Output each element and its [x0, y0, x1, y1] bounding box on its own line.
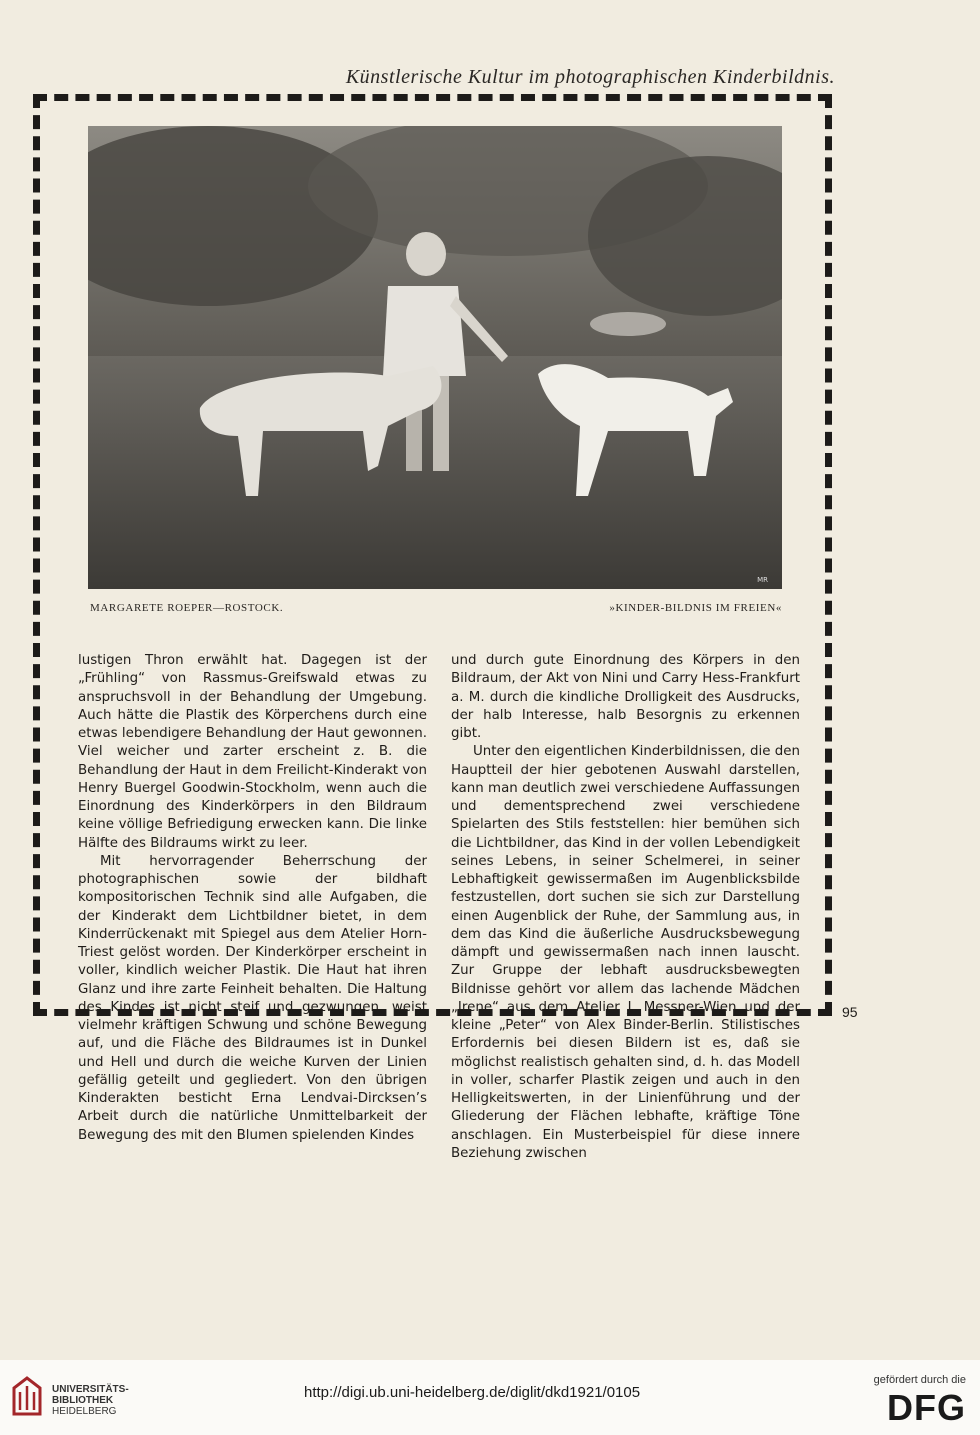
paragraph: Unter den eigentlichen Kinderbildnissen, die den Hauptteil der hier gebotenen Auswahl darstellen, kann man deutlich zwei verschiedene Auffassungen und dementsprechend zwei verschiedene Spielarten des Stils feststellen: hier bemühen sich die Lichtbildner, das Kind in der vollen Lebendigkeit seines Lebens, in seiner Schelmerei, in seiner Lebhaftigkeit gewissermaßen im Augenblicksbilde festzustellen, dort suchen sie sich zur Darstellung einen Augenblick der Ruhe, der Sammlung aus, in dem das Kind die äußerliche Ausdrucksbewegung dämpft und gewissermaßen nach innen lauscht. Zur Gruppe der lebhaft ausdrucksbewegten Bildnisse gehört vor allem das lachende Mädchen „Irene“ aus dem Atelier J. Messner-Wien und der kleine „Peter“ von Alex Binder-Berlin. Stilistisches Erfordernis bei diesen Bildern ist es, daß sie möglichst realistisch gehalten sind, d. h. das Modell in voller, scharfer Plastik zeigen und auch in den Helligkeitswerten, in der Linienführung und der Gliederung der Flächen lebhafte, kräftige Töne anschlagen. Ein Musterbeispiel für diese innere Beziehung zwischen	[451, 744, 800, 1161]
university-library-logo-icon	[10, 1376, 44, 1416]
digitization-footer	[0, 1360, 980, 1435]
photo-child-with-goats-icon	[88, 126, 782, 589]
text-column-right	[451, 652, 800, 1163]
photo-caption-photographer: MARGARETE ROEPER—ROSTOCK.	[90, 602, 284, 614]
paragraph: und durch gute Einordnung des Körpers in den Bildraum, der Akt von Nini und Carry Hess-Frankfurt a. M. durch die kindliche Drolligkeit des Ausdrucks, der halb Interesse, halb Besorgnis zu erkennen gibt.	[451, 653, 800, 741]
page-number: 95	[842, 1004, 858, 1020]
svg-text:MR: MR	[757, 576, 768, 584]
photo-caption-title: »KINDER-BILDNIS IM FREIEN«	[609, 602, 782, 614]
text-column-left	[78, 652, 427, 1145]
permalink[interactable]: http://digi.ub.uni-heidelberg.de/diglit/dkd1921/0105	[304, 1384, 641, 1401]
dfg-logo: DFG	[887, 1387, 966, 1428]
paragraph: Mit hervorragender Beherrschung der photographischen sowie der bildhaft kompositorischen Technik sind alle Aufgaben, die der Kinderakt dem Lichtbildner bietet, in dem Kinderrückenakt mit Spiegel aus dem Atelier Horn-Triest gelöst worden. Der Kinderkörper erscheint in voller, kindlich weicher Plastik. Die Haut hat ihren Glanz und ihre zarte Feinheit behalten. Die Haltung des Kindes ist nicht steif und gezwungen, weist vielmehr kräftigen Schwung und schöne Bewegung auf, und die Fläche des Bildraumes ist in Dunkel und Hell und durch die weiche Kurven der Linien gefällig geteilt und gegliedert. Von den übrigen Kinderakten besticht Erna Lendvai-Dircksen’s Arbeit durch die natürliche Unmittelbarkeit der Bewegung des mit den Blumen spielenden Kindes	[78, 853, 427, 1143]
photograph	[88, 126, 782, 589]
library-name: UNIVERSITÄTS- BIBLIOTHEK HEIDELBERG	[52, 1384, 129, 1417]
paragraph: lustigen Thron erwählt hat. Dagegen ist der „Frühling“ von Rassmus-Greifswald etwas zu anspruchsvoll in der Behandlung der Umgebung. Auch hätte die Plastik des Körperchens durch eine etwas lebendigere Behandlung der Haut gewonnen. Viel weicher und zarter erscheint z. B. die Behandlung der Haut in dem Freilicht-Kinderakt von Henry Buergel Goodwin-Stockholm, wenn auch die Einordnung des Kinderkörpers in den Bildraum keine völlige Befriedigung erwecken kann. Die linke Hälfte des Bildraums wirkt zu leer.	[78, 653, 427, 851]
running-head: Künstlerische Kultur im photographischen Kinderbildnis.	[345, 66, 835, 88]
funding-note: gefördert durch die	[873, 1374, 966, 1386]
